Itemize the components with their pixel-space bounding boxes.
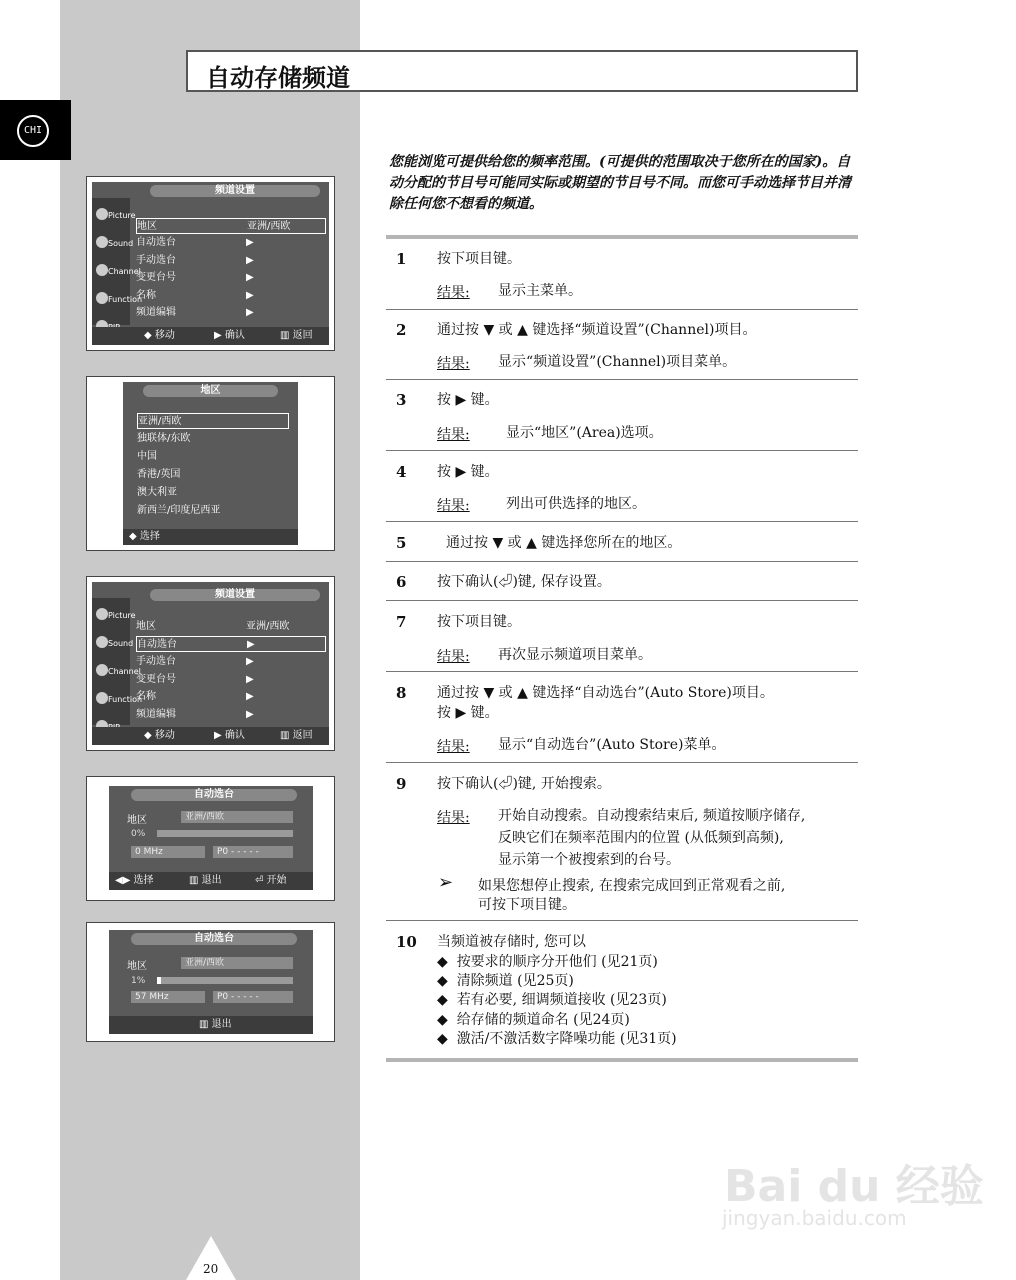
program-readout: P0 - - - - -: [213, 991, 293, 1003]
diamond-icon: ◆: [437, 1031, 448, 1047]
bullet-item: ◆ 激活/不激活数字降噪功能 (见31页): [437, 1031, 677, 1047]
result-text: 显示“自动选台”(Auto Store)菜单。: [498, 737, 726, 753]
screen-panel-channel-2: [86, 576, 335, 751]
result-text: 再次显示频道项目菜单。: [498, 647, 652, 663]
osd-footer: ◆ 移动 ▶ 确认 ▥ 返回: [92, 727, 329, 745]
menu-row-sort[interactable]: 变更台号 ▶: [136, 674, 254, 685]
channel-icon: Channel: [94, 260, 128, 284]
menu-row-sort[interactable]: 变更台号 ▶: [136, 272, 254, 283]
step-text: 按下项目键。: [437, 251, 521, 267]
osd-channel-menu-2: [92, 582, 329, 745]
area-item[interactable]: 澳大利亚: [137, 487, 177, 498]
result-label: 结果:: [437, 649, 470, 665]
step-text: 通过按 ▼ 或 ▲ 键选择您所在的地区。: [446, 535, 682, 551]
osd-title: 自动选台: [131, 933, 297, 945]
menu-row-manual-store[interactable]: 手动选台 ▶: [136, 255, 254, 266]
diamond-icon: ◆: [437, 1012, 448, 1028]
result-label: 结果:: [437, 810, 470, 826]
menu-row-edit[interactable]: 频道编辑 ▶: [136, 709, 254, 720]
result-text: 显示“频道设置”(Channel)项目菜单。: [498, 354, 737, 370]
osd-side-icons: [92, 598, 143, 725]
bullet-item: ◆ 给存储的频道命名 (见24页): [437, 1012, 630, 1028]
area-item-selected[interactable]: 亚洲/西欧: [137, 413, 289, 429]
diamond-icon: ◆: [437, 973, 448, 989]
osd-title: 频道设置: [150, 185, 320, 197]
bullet-item: ◆ 若有必要, 细调频道接收 (见23页): [437, 992, 667, 1008]
step-text: 按 ▶ 键。: [437, 464, 499, 480]
picture-icon: Picture: [94, 204, 128, 228]
result-text-line1: 开始自动搜索。自动搜索结束后, 频道按顺序储存,: [498, 808, 806, 824]
divider: [386, 671, 858, 672]
area-item[interactable]: 中国: [137, 451, 157, 462]
osd-title: 自动选台: [131, 789, 297, 801]
sound-icon: Sound: [94, 632, 128, 656]
result-label: 结果:: [437, 739, 470, 755]
result-text: 显示主菜单。: [498, 283, 582, 299]
step-text: 通过按 ▼ 或 ▲ 键选择“频道设置”(Channel)项目。: [437, 322, 757, 338]
frequency-readout: 57 MHz: [131, 991, 205, 1003]
step-number: 7: [396, 613, 407, 631]
divider: [386, 309, 858, 310]
step-number: 2: [396, 321, 407, 339]
osd-footer: ▥ 退出: [109, 1016, 313, 1034]
chapter-tab: [0, 100, 71, 160]
result-label: 结果:: [437, 356, 470, 372]
area-item[interactable]: 香港/英国: [137, 469, 181, 480]
divider: [386, 379, 858, 380]
osd-title: 频道设置: [150, 589, 320, 601]
osd-footer: ◀▶ 选择 ▥ 退出 ⏎ 开始: [109, 872, 313, 890]
note-arrow-icon: ➢: [438, 872, 454, 893]
step-number: 10: [396, 933, 417, 951]
osd-area-menu: [123, 382, 298, 545]
step-text: 按下项目键。: [437, 614, 521, 630]
menu-row-area[interactable]: 地区 亚洲/西欧: [136, 621, 290, 632]
step-number: 6: [396, 573, 407, 591]
osd-side-icons: [92, 198, 143, 325]
divider: [386, 561, 858, 562]
area-label: 地区: [127, 961, 147, 972]
progress-bar: [157, 830, 293, 837]
step-text-line2: 按 ▶ 键。: [437, 705, 499, 721]
osd-title: 地区: [143, 385, 278, 397]
watermark-logo: Bai du 经验: [724, 1161, 984, 1212]
step-text: 按下确认(⏎)键, 开始搜索。: [437, 776, 611, 792]
result-text-line2: 反映它们在频率范围内的位置 (从低频到高频),: [498, 830, 784, 846]
divider: [386, 600, 858, 601]
progress-percent: 0%: [131, 829, 146, 839]
divider: [386, 1058, 858, 1062]
menu-row-manual-store[interactable]: 手动选台 ▶: [136, 656, 254, 667]
step-text: 通过按 ▼ 或 ▲ 键选择“自动选台”(Auto Store)项目。: [437, 685, 774, 701]
note-line2: 可按下项目键。: [478, 897, 576, 913]
page-title: 自动存储频道: [206, 64, 350, 92]
osd-auto-store-2: [109, 930, 313, 1034]
progress-bar: [157, 977, 293, 984]
step-number: 8: [396, 684, 407, 702]
osd-auto-store-1: [109, 786, 313, 890]
frequency-readout: 0 MHz: [131, 846, 205, 858]
diamond-icon: ◆: [437, 954, 448, 970]
divider: [386, 450, 858, 451]
bullet-item: ◆ 按要求的顺序分开他们 (见21页): [437, 954, 658, 970]
step-number: 5: [396, 534, 407, 552]
result-label: 结果:: [437, 427, 470, 443]
step-text: 当频道被存储时, 您可以: [437, 934, 586, 950]
menu-row-area[interactable]: 地区 亚洲/西欧: [136, 218, 326, 234]
area-item[interactable]: 新西兰/印度尼西亚: [137, 505, 221, 516]
sound-icon: Sound: [94, 232, 128, 256]
area-value: 亚洲/西欧: [181, 811, 293, 823]
diamond-icon: ◆: [437, 992, 448, 1008]
area-item[interactable]: 独联体/东欧: [137, 433, 191, 444]
osd-footer: ◆ 移动 ▶ 确认 ▥ 返回: [92, 327, 329, 345]
osd-footer: ◆ 选择: [123, 529, 298, 545]
step-number: 1: [396, 250, 407, 268]
menu-row-auto-store[interactable]: 自动选台 ▶: [136, 237, 254, 248]
step-number: 4: [396, 463, 407, 481]
divider: [386, 920, 858, 921]
function-icon: Function: [94, 288, 128, 312]
area-value: 亚洲/西欧: [181, 957, 293, 969]
divider: [386, 521, 858, 522]
result-text-line3: 显示第一个被搜索到的台号。: [498, 852, 680, 868]
page-title-box: [186, 50, 858, 92]
result-text: 显示“地区”(Area)选项。: [506, 425, 663, 441]
channel-icon: Channel: [94, 660, 128, 684]
bullet-item: ◆ 清除频道 (见25页): [437, 973, 574, 989]
step-text: 按下确认(⏎)键, 保存设置。: [437, 574, 611, 590]
osd-channel-menu-1: [92, 182, 329, 345]
divider: [386, 235, 858, 239]
step-number: 3: [396, 391, 407, 409]
program-readout: P0 - - - - -: [213, 846, 293, 858]
chapter-label: CHI: [17, 115, 49, 147]
result-label: 结果:: [437, 498, 470, 514]
result-label: 结果:: [437, 285, 470, 301]
divider: [386, 762, 858, 763]
watermark-url: jingyan.baidu.com: [722, 1206, 907, 1230]
progress-percent: 1%: [131, 976, 146, 986]
screen-panel-area: [86, 376, 335, 551]
screen-panel-auto-store-1: [86, 776, 335, 901]
step-number: 9: [396, 775, 407, 793]
menu-row-auto-store[interactable]: 自动选台 ▶: [136, 636, 326, 652]
picture-icon: Picture: [94, 604, 128, 628]
menu-row-edit[interactable]: 频道编辑 ▶: [136, 307, 254, 318]
menu-row-name[interactable]: 名称 ▶: [136, 290, 254, 301]
note-line1: 如果您想停止搜索, 在搜索完成回到正常观看之前,: [478, 878, 786, 894]
menu-row-name[interactable]: 名称 ▶: [136, 691, 254, 702]
intro-paragraph: 您能浏览可提供给您的频率范围。(可提供的范围取决于您所在的国家)。自动分配的节目号可能同实际或期望的节目号不同。而您可手动选择节目并清除任何您不想看的频道。: [389, 154, 851, 212]
area-label: 地区: [127, 815, 147, 826]
screen-panel-channel-1: [86, 176, 335, 351]
screen-panel-auto-store-2: [86, 922, 335, 1042]
function-icon: Function: [94, 688, 128, 712]
step-text: 按 ▶ 键。: [437, 392, 499, 408]
page-number: 20: [203, 1262, 219, 1276]
result-text: 列出可供选择的地区。: [506, 496, 646, 512]
